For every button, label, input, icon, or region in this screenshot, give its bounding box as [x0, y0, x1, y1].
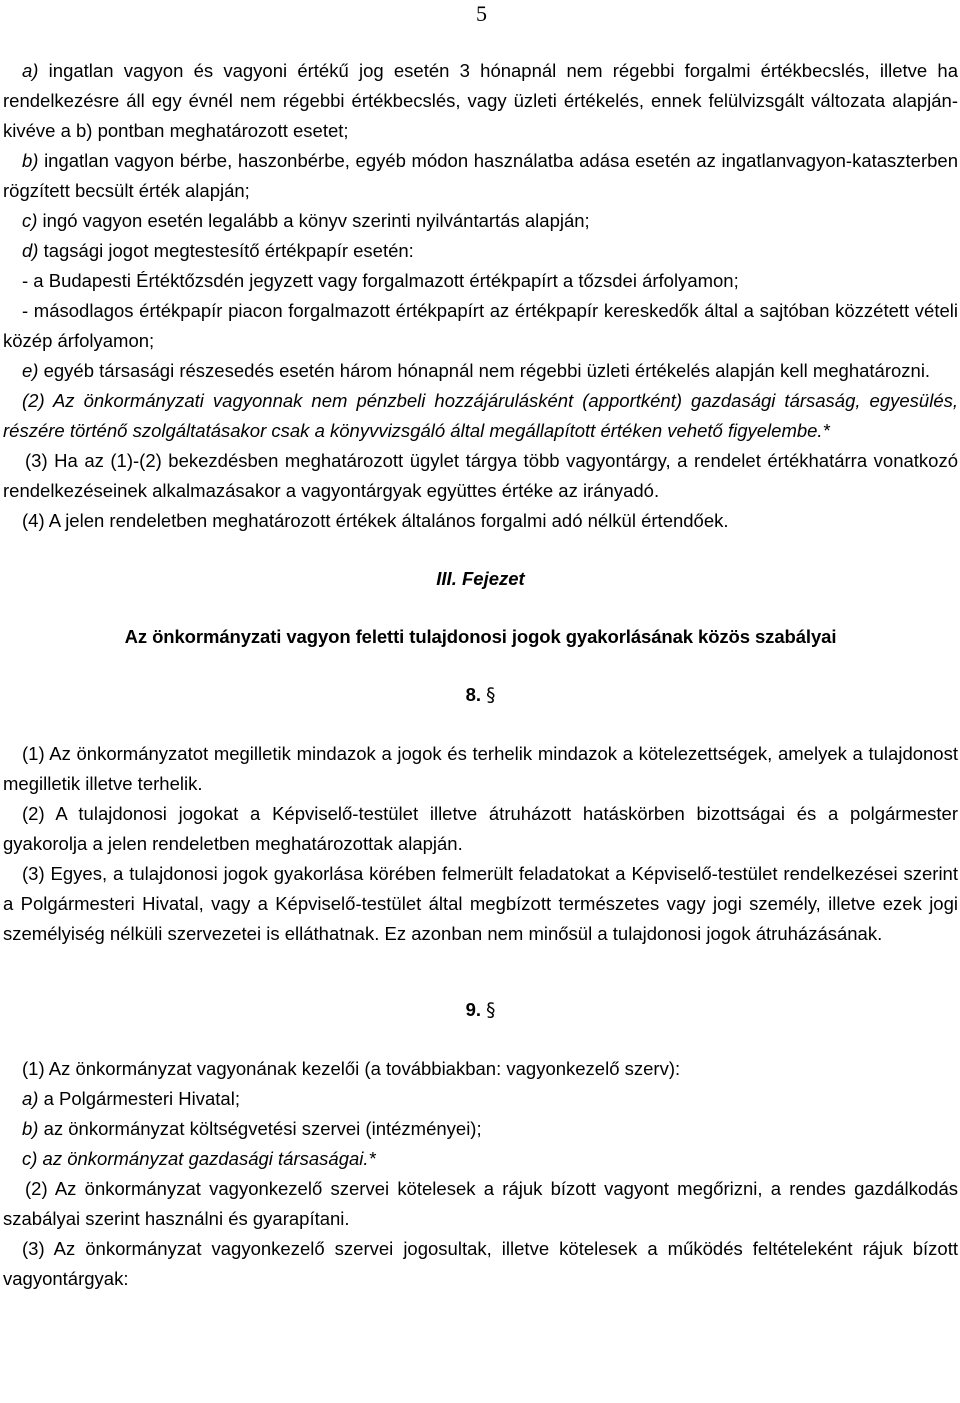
- item-text: tagsági jogot megtestesítő értékpapír esetén:: [38, 240, 414, 261]
- paragraph-c: [3, 206, 958, 236]
- item-text: a Polgármesteri Hivatal;: [38, 1088, 240, 1109]
- item-label: a): [22, 60, 39, 81]
- section-sign: §: [486, 685, 496, 706]
- paragraph-b: [3, 146, 958, 206]
- item-text: ingatlan vagyon bérbe, haszonbérbe, egyéb módon használatba adása esetén az ingatlanvagyon-kataszterben rögzített becsült érték alapján;: [3, 150, 958, 201]
- paragraph-3: (3) Ha az (1)-(2) bekezdésben meghatározott ügylet tárgya több vagyontárgy, a rendelet értékhatárra vonatkozó rendelkezéseinek alkalmazásakor a vagyontárgyak együttes értéke az irányadó.: [3, 450, 958, 501]
- item-label: d): [22, 240, 39, 261]
- spacer: [3, 711, 958, 739]
- paragraph-dash-1: - a Budapesti Értéktőzsdén jegyzett vagy forgalmazott értékpapírt a tőzsdei árfolyamon;: [22, 270, 739, 291]
- section-number: 9.: [465, 999, 482, 1020]
- section-9-paragraph-3: (3) Az önkormányzat vagyonkezelő szervei jogosultak, illetve kötelesek a működés feltételeként rájuk bízott vagyontárgyak:: [3, 1238, 958, 1289]
- section-number: 8.: [465, 684, 482, 705]
- section-9-item-c: c) az önkormányzat gazdasági társaságai.*: [22, 1148, 376, 1169]
- item-label: a): [22, 1088, 39, 1109]
- spacer: [3, 536, 958, 564]
- section-8-paragraph-1: (1) Az önkormányzatot megilletik mindazok a jogok és terhelik mindazok a kötelezettségek, amelyek a tulajdonost megilletik illetve terhelik.: [3, 743, 958, 794]
- section-9-item-b: [3, 1114, 958, 1144]
- item-text: ingatlan vagyon és vagyoni értékű jog esetén 3 hónapnál nem régebbi forgalmi értékbecslés, illetve ha rendelkezésre áll egy évnél nem régebbi értékbecslés, vagy üzleti értékelés, ennek felülvizsgált változata alapján- kivéve a b) pontban meghatározott esetet;: [3, 60, 958, 141]
- item-text: ingó vagyon esetén legalább a könyv szerinti nyilvántartás alapján;: [37, 210, 590, 231]
- section-heading-8: [3, 680, 958, 711]
- section-9-paragraph-1: (1) Az önkormányzat vagyonának kezelői (a továbbiakban: vagyonkezelő szerv):: [22, 1058, 681, 1079]
- chapter-title: Az önkormányzati vagyon feletti tulajdonosi jogok gyakorlásának közös szabályai: [124, 626, 837, 647]
- section-9-paragraph-2: (2) Az önkormányzat vagyonkezelő szervei kötelesek a rájuk bízott vagyont megőrizni, a rendes gazdálkodás szabályai szerint használni és gyarapítani.: [3, 1178, 958, 1229]
- item-label: b): [22, 1118, 39, 1139]
- paragraph-dash-2: - másodlagos értékpapír piacon forgalmazott értékpapírt az értékpapír kereskedők által a sajtóban közzétett vételi közép árfolyamon;: [3, 300, 958, 351]
- section-sign: §: [486, 1000, 496, 1021]
- spacer: [3, 949, 958, 977]
- paragraph-e: [3, 356, 958, 386]
- paragraph-a: [3, 56, 958, 146]
- item-text: egyéb társasági részesedés esetén három hónapnál nem régebbi üzleti értékelés alapján kell meghatározni.: [38, 360, 931, 381]
- paragraph-4: (4) A jelen rendeletben meghatározott értékek általános forgalmi adó nélkül értendőek.: [22, 510, 729, 531]
- section-8-paragraph-2: (2) A tulajdonosi jogokat a Képviselő-testület illetve átruházott hatáskörben bizottságai és a polgármester gyakorolja a jelen rendeletben meghatározottak alapján.: [3, 803, 958, 854]
- paragraph-2: (2) Az önkormányzati vagyonnak nem pénzbeli hozzájárulásként (apportként) gazdasági társaság, egyesülés, részére történő szolgáltatásakor csak a könyvvizsgáló által megállapított értéken vehető figyelembe.*: [3, 390, 958, 441]
- chapter-number: III. Fejezet: [436, 568, 525, 589]
- item-text: az önkormányzat költségvetési szervei (intézményei);: [38, 1118, 482, 1139]
- section-9-item-a: [3, 1084, 958, 1114]
- item-label: c): [22, 210, 38, 231]
- item-label: e): [22, 360, 39, 381]
- spacer: [3, 594, 958, 622]
- spacer: [3, 1026, 958, 1054]
- document-body: [3, 56, 958, 1294]
- page-number: 5: [476, 1, 487, 26]
- item-label: b): [22, 150, 39, 171]
- section-heading-9: [3, 995, 958, 1026]
- spacer: [3, 652, 958, 680]
- spacer: [3, 977, 958, 995]
- section-8-paragraph-3: (3) Egyes, a tulajdonosi jogok gyakorlása körében felmerült feladatokat a Képviselő-testület rendelkezései szerint a Polgármesteri Hivatal, vagy a Képviselő-testület által megbízott természetes vagy jogi személy, illetve ezek jogi személyiség nélküli szervezetei is elláthatnak. Ez azonban nem minősül a tulajdonosi jogok átruházásának.: [3, 863, 958, 944]
- paragraph-d: [3, 236, 958, 266]
